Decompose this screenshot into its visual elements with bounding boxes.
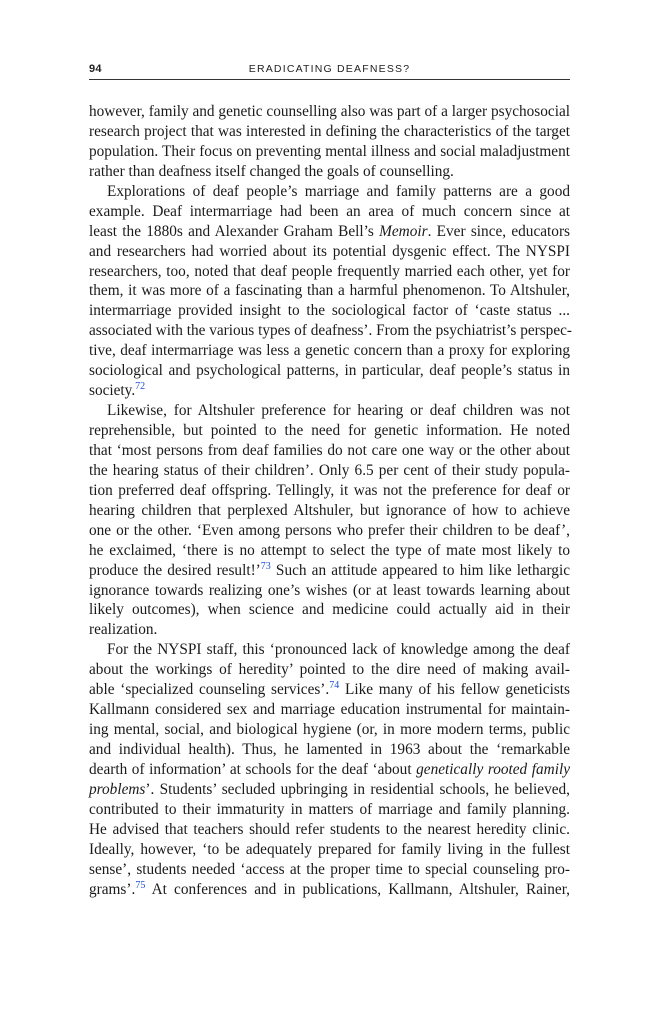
text-span: . Ever since, educators [427,222,570,240]
text-line: and individual health). Thus, he lamented in 1963 about the ‘remarkable [89,741,570,758]
text-line [89,561,570,581]
text-line: contributed to their immaturity in matters of marriage and family planning. [89,800,570,818]
text-line: likely outcomes), when science and medicine could actually aid in their [89,601,570,619]
text-span: Like many of his fellow geneticists [339,681,570,699]
text-span: society. [89,382,136,400]
text-line: that ‘most persons from deaf families do not care one way or the other about [89,441,570,459]
running-title: ERADICATING DEAFNESS? [248,63,411,75]
text-line: sociological and psychological patterns, in particular, deaf people’s status in [89,362,570,380]
text-line [89,880,570,900]
text-line: ignorance towards realizing one’s wishes (or at least towards learning about [89,581,570,599]
text-line [89,222,570,242]
text-line: he exclaimed, ‘there is no attempt to select the type of mate most likely to [89,541,570,559]
text-line: tion preferred deaf offspring. Tellingly, it was not the preference for deaf or [89,481,570,499]
text-line: population. Their focus on preventing mental illness and social maladjustment [89,142,570,160]
footnote-ref-73[interactable]: 73 [260,560,271,572]
text-span: ’. Students’ secluded upbringing in residential schools, he believed, [145,780,570,798]
text-line: tive, deaf intermarriage was less a genetic concern than a proxy for exploring [89,342,570,360]
text-span: dearth of information’ at schools for the deaf ‘about [89,760,417,778]
text-line: the hearing status of their children’. Only 6.5 per cent of their study popula- [89,461,570,479]
text-line: ing mental, social, and biological hygiene (or, in more modern terms, public [89,721,570,739]
text-line: intermarriage provided insight to the sociological factor of ‘caste status ... [89,302,570,320]
text-line: He advised that teachers should refer students to the nearest heredity clinic. [89,820,570,838]
text-line: sense’, students needed ‘access at the proper time to special counseling pro- [89,860,570,878]
text-line: Explorations of deaf people’s marriage and family patterns are a good [107,182,570,200]
text-line: associated with the various types of deafness’. From the psychiatrist’s perspec- [89,322,573,340]
text-span: At conferences and in publications, Kallmann, Altshuler, Rainer, [145,880,570,898]
body-text [89,102,573,900]
text-line: realization. [89,621,158,639]
text-line: research project that was interested in defining the characteristics of the target [89,122,570,140]
text-span: grams’. [89,880,136,898]
text-span: produce the desired result!’ [89,561,261,579]
text-line: however, family and genetic counselling also was part of a larger psychosocial [89,103,570,120]
italic-text: genetically rooted family [416,760,570,778]
italic-title: Memoir [379,222,428,240]
text-line: one or the other. ‘Even among persons who prefer their children to be deaf’, [89,521,570,539]
text-line: example. Deaf intermarriage had been an area of much concern since at [89,202,570,220]
text-line: hearing children that perplexed Altshuler, but ignorance of how to achieve [89,501,570,519]
text-line [89,780,570,800]
text-line: researchers, too, noted that deaf people frequently married each other, yet for [89,262,570,280]
text-line: rather than deafness itself changed the goals of counselling. [89,162,454,180]
text-line: Kallmann considered sex and marriage education instrumental for maintain- [89,701,570,719]
text-line: about the workings of heredity’ pointed to the dire need of making avail- [89,661,570,679]
text-line: reprehensible, but pointed to the need for genetic information. He noted [89,422,570,439]
text-span: able ‘specialized counseling services’. [89,681,330,699]
header-rule [89,79,570,80]
text-span: Such an attitude appeared to him like lethargic [270,561,570,579]
footnote-ref-75[interactable]: 75 [135,879,146,891]
footnote-ref-72[interactable]: 72 [135,381,146,393]
text-line [89,680,570,700]
text-line: them, it was more of a fascinating than a harmful phenomenon. To Altshuler, [89,282,570,300]
text-line [89,760,570,780]
text-span: least the 1880s and Alexander Graham Bell’s [89,222,380,240]
text-line: For the NYSPI staff, this ‘pronounced lack of knowledge among the deaf [107,641,570,659]
text-line: Likewise, for Altshuler preference for hearing or deaf children was not [107,402,570,420]
page-number: 94 [89,63,102,75]
text-line [89,381,570,401]
italic-text: problems [89,780,146,798]
footnote-ref-74[interactable]: 74 [329,680,340,692]
text-line: Ideally, however, ‘to be adequately prepared for family living in the fullest [89,840,570,858]
page-header [89,63,570,81]
text-line: and researchers had worried about its potential dysgenic effect. The NYSPI [89,242,570,260]
